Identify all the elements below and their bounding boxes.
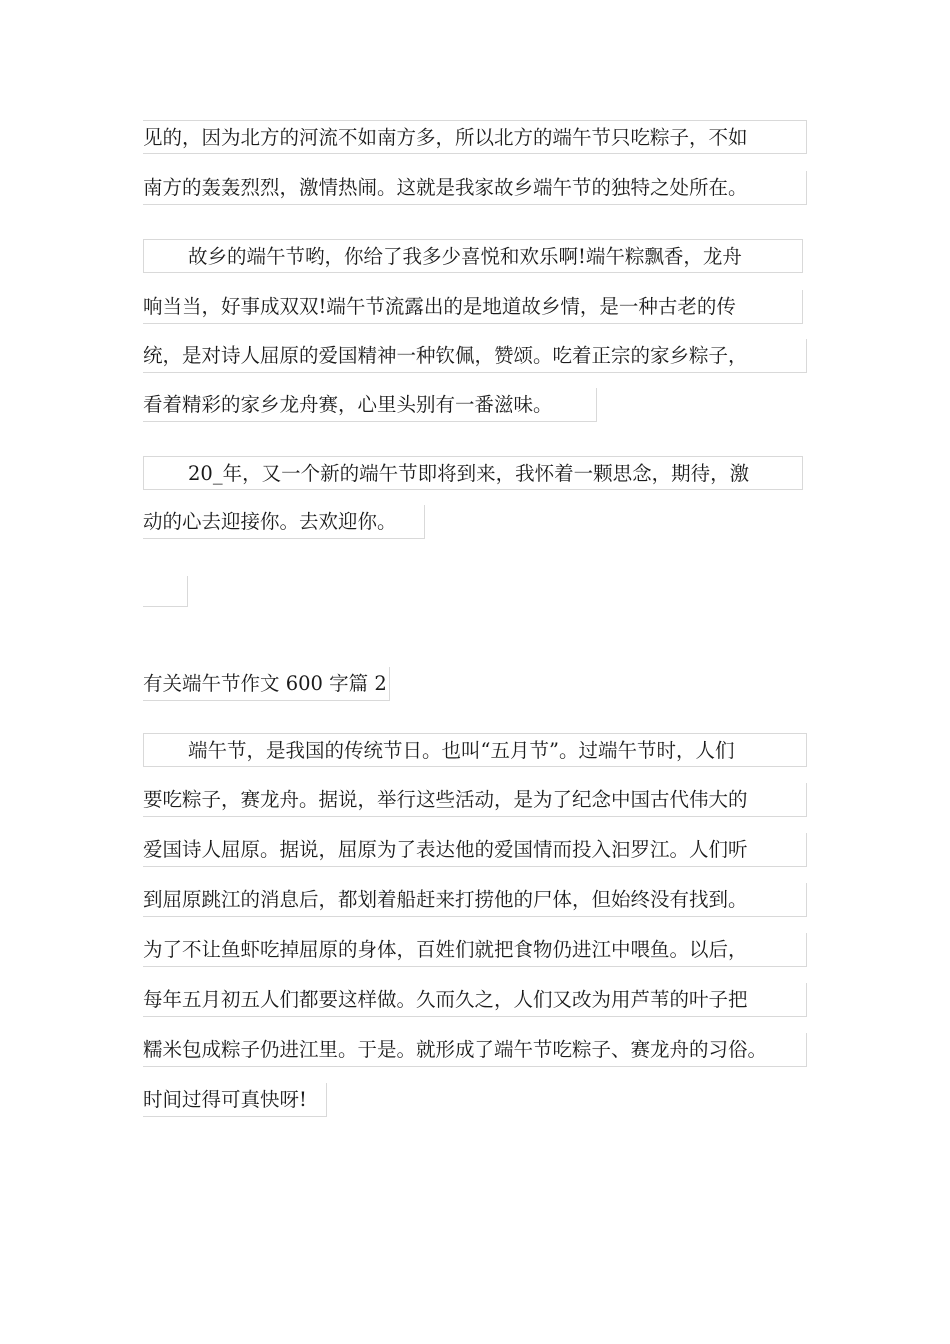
empty-paragraph xyxy=(143,576,188,607)
paragraph-a-line-2: 南方的轰轰烈烈，激情热闹。这就是我家故乡端午节的独特之处所在。 xyxy=(143,171,807,205)
paragraph-d-line-3: 爱国诗人屈原。据说，屈原为了表达他的爱国情而投入汩罗江。人们听 xyxy=(143,833,807,867)
paragraph-d-line-4: 到屈原跳江的消息后，都划着船赶来打捞他的尸体，但始终没有找到。 xyxy=(143,883,807,917)
paragraph-d-line-2: 要吃粽子，赛龙舟。据说，举行这些活动，是为了纪念中国古代伟大的 xyxy=(143,783,807,817)
paragraph-b-line-1: 故乡的端午节哟，你给了我多少喜悦和欢乐啊!端午粽飘香，龙舟 xyxy=(143,239,803,273)
paragraph-a-line-1: 见的，因为北方的河流不如南方多，所以北方的端午节只吃粽子，不如 xyxy=(143,120,807,154)
paragraph-b-line-4: 看着精彩的家乡龙舟赛，心里头别有一番滋味。 xyxy=(143,388,597,422)
paragraph-c-line-1: 20_年，又一个新的端午节即将到来，我怀着一颗思念，期待，激 xyxy=(143,456,803,490)
paragraph-d-line-8: 时间过得可真快呀! xyxy=(143,1083,327,1117)
paragraph-b-line-3: 统，是对诗人屈原的爱国精神一种钦佩，赞颂。吃着正宗的家乡粽子， xyxy=(143,339,807,373)
paragraph-d-line-6: 每年五月初五人们都要这样做。久而久之，人们又改为用芦苇的叶子把 xyxy=(143,983,807,1017)
paragraph-d-line-5: 为了不让鱼虾吃掉屈原的身体，百姓们就把食物仍进江中喂鱼。以后， xyxy=(143,933,807,967)
paragraph-c-line-2: 动的心去迎接你。去欢迎你。 xyxy=(143,505,425,539)
paragraph-d-line-7: 糯米包成粽子仍进江里。于是。就形成了端午节吃粽子、赛龙舟的习俗。 xyxy=(143,1033,807,1067)
paragraph-d-line-1: 端午节，是我国的传统节日。也叫“五月节”。过端午节时，人们 xyxy=(143,733,807,767)
section-heading: 有关端午节作文 600 字篇 2 xyxy=(143,667,390,701)
paragraph-b-line-2: 响当当，好事成双双!端午节流露出的是地道故乡情，是一种古老的传 xyxy=(143,290,803,324)
